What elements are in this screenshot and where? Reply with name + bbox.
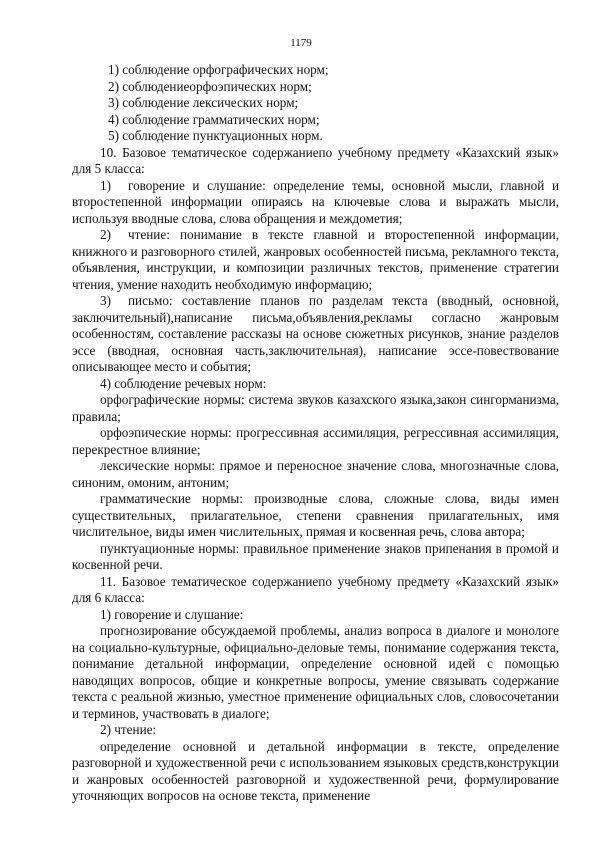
item-text: чтение: понимание в тексте главной и второстепенной информации, книжного и разговорного стилей, жанровых особенностей письма, рекламного текста, объявления, инструкции, и композиции различных текстов, применение стратегии чтения, умение находить необходимую информацию; — [72, 227, 559, 292]
section-11-title: 11. Базовое тематическое содержаниепо учебному предмету «Казахский язык» для 6 класса: — [72, 573, 559, 605]
list-item: 2) соблюдениеорфоэпических норм; — [108, 78, 312, 94]
item-text: говорение и слушание: определение темы, основной мысли, главной и второстепенной информации опираясь на ключевые слова и выражать мысли, используя вводные слова, слова обращения и междометия; — [72, 177, 559, 226]
norms-list — [72, 62, 559, 145]
orthographic-norms: орфографические нормы: система звуков казахского языка,закон сингорманизма, правила; — [72, 392, 559, 424]
section-11-item-2: 2) чтение: — [100, 722, 157, 737]
section-11-item-1: 1) говорение и слушание: — [100, 606, 244, 622]
grammatical-norms: грамматические нормы: производные слова, сложные слова, виды имен существительных, прилагательное, степени сравнения прилагательных, имя числительное, виды имен числительных, прямая и косвенная речь, слова автора; — [72, 491, 559, 539]
list-item: 5) соблюдение пунктуационных норм. — [108, 128, 323, 143]
list-item: 1) соблюдение орфографических норм; — [108, 62, 329, 77]
page-number: 1179 — [290, 37, 312, 49]
item-number: 2) — [100, 227, 111, 242]
item-text: письмо: составление планов по разделам текста (вводный, основной, заключительный),написание письма,объявления,рекламы согласно жанровым особенностям, составление рассказы на основе сюжетных рисунков, знание разделов эссе (вводная, основная часть,заключительная), написание эссе-повествование описывающее место и события; — [72, 293, 559, 374]
section-10-item-1 — [72, 178, 559, 228]
section-10-item-3 — [72, 293, 559, 376]
item-number: 3) — [100, 293, 111, 308]
section-11-item-2-text: определение основной и детальной информации в тексте, определение разговорной и художественной речи с использованием языковых средств,конструкции и жанровых особенностей разговорной и художественной речи, формулирование уточняющих вопросов на основе текста, применение — [72, 738, 559, 803]
document-body — [72, 62, 559, 805]
section-10-item-4: 4) соблюдение речевых норм: — [100, 375, 267, 391]
item-number: 1) — [100, 177, 111, 193]
list-item: 4) соблюдение грамматических норм; — [108, 111, 320, 127]
orthoepic-norms: орфоэпические нормы: прогрессивная ассимиляция, регрессивная ассимиляция, перекрестное влияние; — [72, 425, 559, 457]
section-11-item-1-text: прогнозирование обсуждаемой проблемы, анализ вопроса в диалоге и монологе на социально-культурные, официально-деловые темы, понимание содержания текста, понимание детальной информации, определение основной идей с помощью наводящих вопросов, общие и конкретные вопросы, умение связывать содержание текста с реальной жизнью, уместное применение официальных слов, словосочетании и терминов, участвовать в диалоге; — [72, 623, 559, 721]
list-item: 3) соблюдение лексических норм; — [108, 95, 299, 110]
section-10-item-2 — [72, 227, 559, 293]
lexical-norms: лексические нормы: прямое и переносное значение слова, многозначные слова, синоним, омоним, антоним; — [72, 458, 559, 490]
punctuation-norms: пунктуационные нормы: правильное применение знаков припенания в промой и косвенной речи. — [72, 540, 559, 572]
section-10-title: 10. Базовое тематическое содержаниепо учебному предмету «Казахский язык» для 5 класса: — [72, 144, 559, 176]
